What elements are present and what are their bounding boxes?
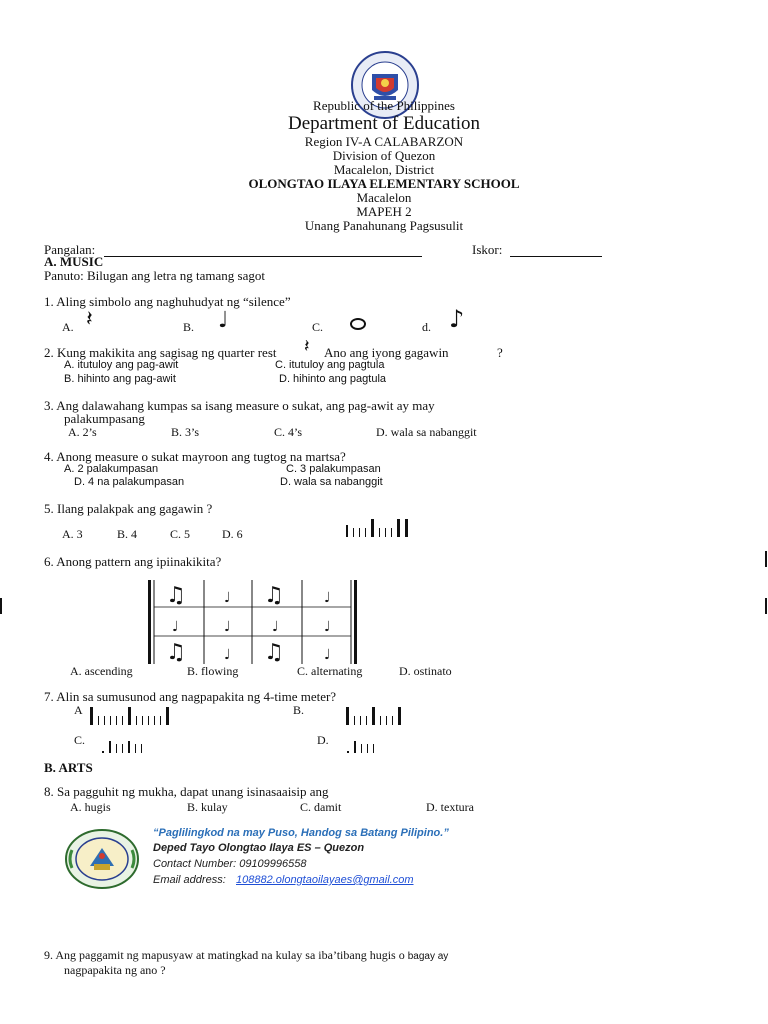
svg-text:♩: ♩	[324, 590, 331, 606]
whole-note-icon	[350, 318, 366, 330]
q5-option-b[interactable]: B. 4	[117, 527, 138, 541]
q5-option-d[interactable]: D. 6	[222, 527, 243, 541]
q5-text: 5. Ilang palakpak ang gagawin ?	[44, 501, 213, 516]
q3-option-b[interactable]: B. 3’s	[171, 425, 200, 439]
q8-option-c[interactable]: C. damit	[300, 800, 342, 814]
svg-text:♩: ♩	[224, 647, 231, 663]
header-region: Region IV-A CALABARZON	[304, 134, 464, 149]
footer-school-name: Deped Tayo Olongtao Ilaya ES – Quezon	[153, 842, 365, 854]
name-line[interactable]	[104, 256, 422, 257]
q3-text-cont: palakumpasang	[64, 411, 145, 426]
q6-option-b[interactable]: B. flowing	[187, 664, 239, 678]
q6-text: 6. Anong pattern ang ipiinakikita?	[44, 554, 222, 569]
q3-option-a[interactable]: A. 2’s	[68, 425, 97, 439]
q7-option-c[interactable]: C.	[74, 733, 86, 747]
svg-text:♫: ♫	[166, 640, 186, 665]
quarter-rest-icon: 𝄽	[304, 336, 310, 357]
music-instructions: Panuto: Bilugan ang letra ng tamang sagot	[44, 268, 265, 283]
q2-text-end: Ano ang iyong gagawin	[324, 345, 449, 360]
q2-text: 2. Kung makikita ang sagisag ng quarter rest	[44, 345, 277, 360]
q3-option-d[interactable]: D. wala sa nabanggit	[376, 425, 477, 439]
q6-pattern-staff	[146, 579, 358, 665]
svg-text:♫: ♫	[264, 640, 284, 665]
footer-email-label: Email address:	[153, 874, 226, 886]
q7-pattern-d	[347, 735, 374, 753]
q2-option-d[interactable]: D. hihinto ang pagtula	[279, 373, 387, 385]
eighth-note-icon: ♪	[449, 305, 465, 333]
svg-text:♩: ♩	[272, 619, 279, 635]
q2-question-mark: ?	[497, 345, 503, 360]
header-subject: MAPEH 2	[356, 204, 412, 219]
margin-mark	[0, 598, 2, 614]
q4-option-c[interactable]: C. 3 palakumpasan	[286, 463, 381, 475]
q4-text: 4. Anong measure o sukat mayroon ang tugtog na martsa?	[44, 449, 346, 464]
q4-option-d-first[interactable]: D. 4 na palakumpasan	[74, 476, 185, 488]
q1-option-a[interactable]: A.	[62, 320, 74, 334]
margin-mark	[765, 551, 767, 567]
q9-text	[44, 948, 448, 963]
q6-option-a[interactable]: A. ascending	[70, 664, 133, 678]
q7-option-a[interactable]: A	[74, 703, 83, 717]
q4-option-d-second[interactable]: D. wala sa nabanggit	[280, 476, 383, 488]
q2-option-c[interactable]: C. itutuloy ang pagtula	[275, 359, 385, 371]
svg-text:♩: ♩	[324, 619, 331, 635]
q5-rhythm-pattern	[346, 519, 408, 537]
footer-motto: “Paglilingkod na may Puso, Handog sa Batang Pilipino.”	[153, 827, 449, 839]
svg-text:♫: ♫	[166, 583, 186, 608]
svg-text:♫: ♫	[264, 583, 284, 608]
q8-text: 8. Sa pagguhit ng mukha, dapat unang isinasaaisip ang	[44, 784, 329, 799]
school-logo	[64, 828, 140, 890]
svg-text:♩: ♩	[224, 590, 231, 606]
q8-option-d[interactable]: D. textura	[426, 800, 474, 814]
q7-pattern-c	[102, 735, 142, 753]
q7-pattern-a	[90, 707, 169, 725]
q4-option-a[interactable]: A. 2 palakumpasan	[64, 463, 159, 475]
footer-contact: Contact Number: 09109996558	[153, 858, 307, 870]
q7-pattern-b	[346, 707, 401, 725]
q2-option-b[interactable]: B. hihinto ang pag-awit	[64, 373, 176, 385]
q5-option-c[interactable]: C. 5	[170, 527, 191, 541]
header-school: OLONGTAO ILAYA ELEMENTARY SCHOOL	[248, 176, 520, 191]
q8-option-a[interactable]: A. hugis	[70, 800, 111, 814]
header-exam: Unang Panahunang Pagsusulit	[304, 218, 464, 233]
q6-option-d[interactable]: D. ostinato	[399, 664, 452, 678]
q3-option-c[interactable]: C. 4’s	[274, 425, 303, 439]
quarter-rest-icon: 𝄽	[86, 307, 93, 332]
q2-option-a[interactable]: A. itutuloy ang pag-awit	[64, 359, 179, 371]
music-section-title: A. MUSIC	[44, 254, 104, 269]
arts-section-title: B. ARTS	[44, 760, 93, 775]
score-label: Iskor:	[472, 242, 503, 257]
q6-option-c[interactable]: C. alternating	[297, 664, 363, 678]
header-town: Macalelon	[356, 190, 412, 205]
svg-text:♩: ♩	[172, 619, 179, 635]
q3-text: 3. Ang dalawahang kumpas sa isang measure o sukat, ang pag-awit ay may	[44, 398, 435, 413]
svg-text:♩: ♩	[324, 647, 331, 663]
quarter-note-icon: ♩	[218, 308, 229, 333]
header-republic: Republic of the Philippines	[313, 98, 455, 113]
q8-option-b[interactable]: B. kulay	[187, 800, 228, 814]
q9-text-tail: bagay ay	[407, 951, 449, 962]
header-district: Macalelon, District	[333, 162, 435, 177]
margin-mark	[765, 598, 767, 614]
q1-option-d[interactable]: d.	[422, 320, 431, 334]
q7-option-b[interactable]: B.	[293, 703, 305, 717]
q9-text-cont: nagpapakita ng ano ?	[64, 963, 166, 977]
q7-option-d[interactable]: D.	[317, 733, 329, 747]
name-label: Pangalan:	[44, 242, 96, 257]
q5-option-a[interactable]: A. 3	[62, 527, 83, 541]
footer-email-link[interactable]: 108882.olongtaoilayaes@gmail.com	[236, 874, 414, 886]
header-division: Division of Quezon	[332, 148, 436, 163]
header-department: Department of Education	[287, 113, 481, 134]
q1-option-c[interactable]: C.	[312, 320, 324, 334]
q9-text-main: 9. Ang paggamit ng mapusyaw at matingkad na kulay sa iba’tibang hugis o	[44, 948, 405, 962]
score-line[interactable]	[510, 256, 602, 257]
q1-text: 1. Aling simbolo ang naghuhudyat ng “silence”	[44, 294, 291, 309]
q1-option-b[interactable]: B.	[183, 320, 195, 334]
svg-text:♩: ♩	[224, 619, 231, 635]
q7-text: 7. Alin sa sumusunod ang nagpapakita ng 4-time meter?	[44, 689, 337, 704]
